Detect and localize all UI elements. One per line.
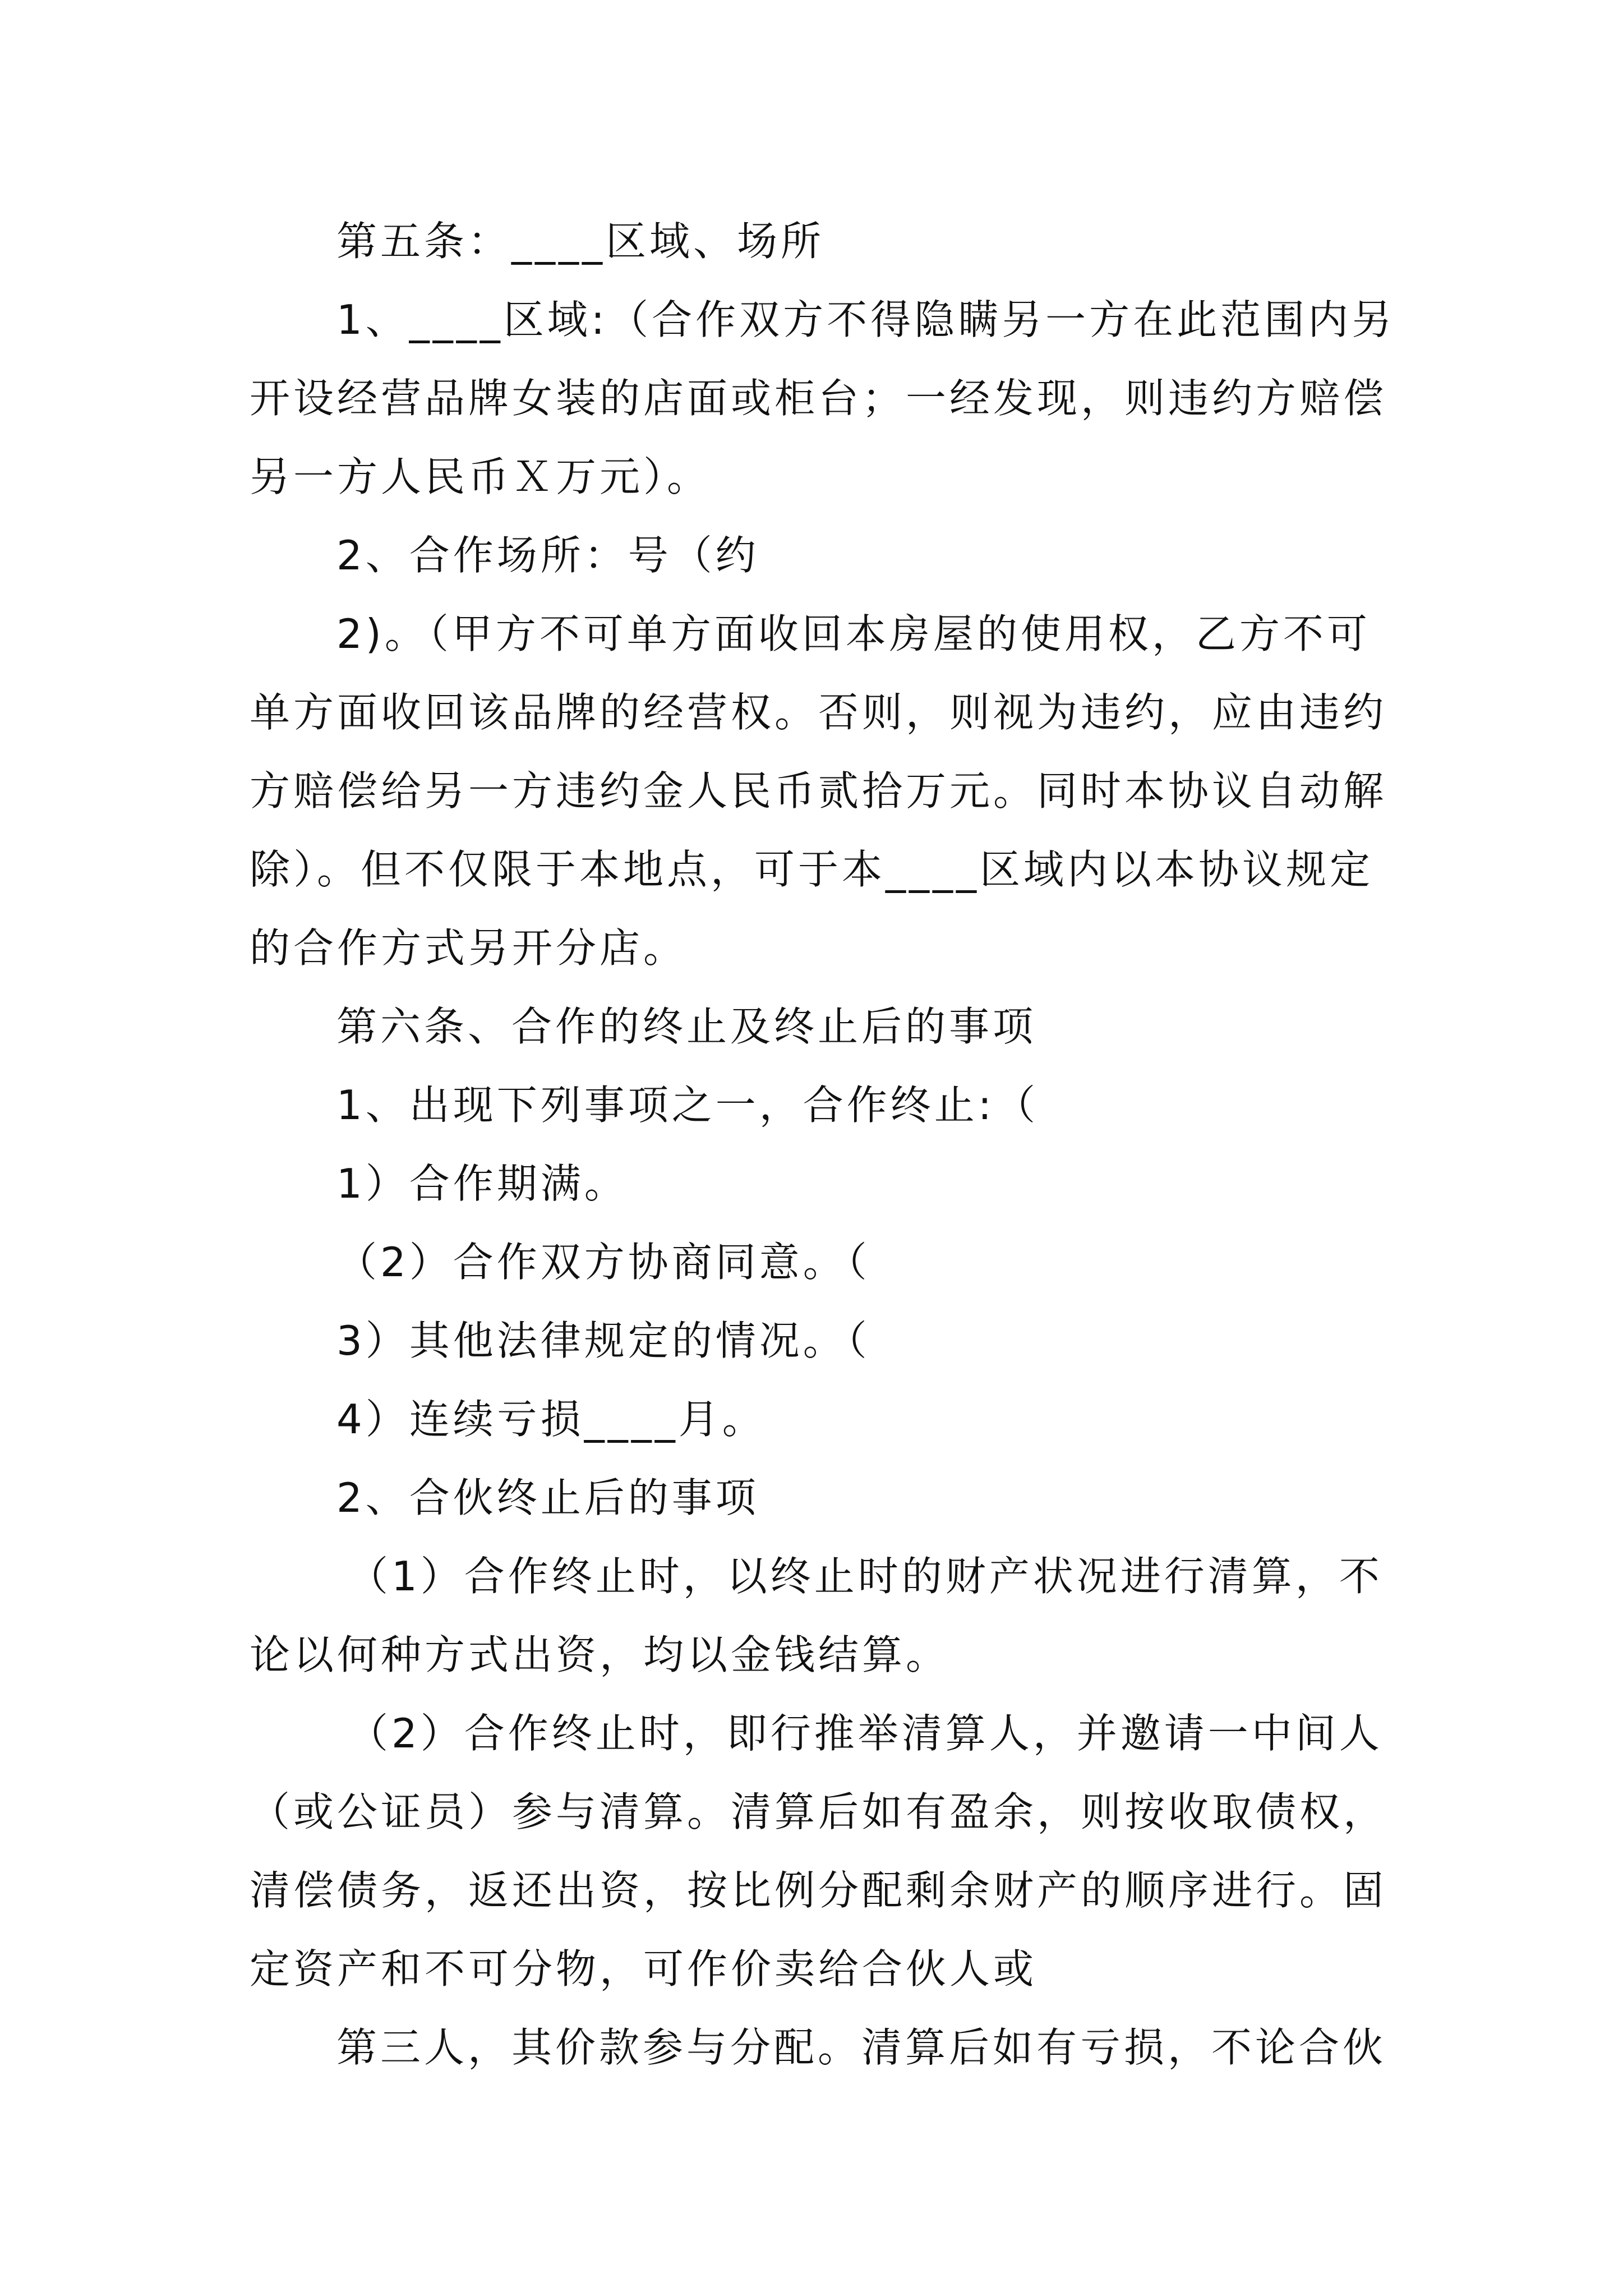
paragraph-line: 除）。但不仅限于本地点，可于本____区域内以本协议规定 bbox=[250, 846, 1374, 893]
paragraph-line: 3）其他法律规定的情况。（ bbox=[336, 1317, 870, 1364]
paragraph-line: 第三人，其价款参与分配。清算后如有亏损，不论合伙 bbox=[336, 2024, 1387, 2071]
paragraph-line: 清偿债务，返还出资，按比例分配剩余财产的顺序进行。固 bbox=[250, 1867, 1387, 1914]
paragraph-line: （1）合作终止时，以终止时的财产状况进行清算，不 bbox=[348, 1553, 1383, 1600]
paragraph-line: 定资产和不可分物，可作价卖给合伙人或 bbox=[250, 1945, 1038, 1993]
paragraph-line: 4）连续亏损____月。 bbox=[336, 1396, 766, 1443]
paragraph-line: （2）合作双方协商同意。（ bbox=[336, 1239, 870, 1286]
paragraph-line: 单方面收回该品牌的经营权。否则，则视为违约，应由违约 bbox=[250, 689, 1387, 736]
paragraph-line: 1）合作期满。 bbox=[336, 1160, 628, 1207]
article-6-heading: 第六条、合作的终止及终止后的事项 bbox=[336, 1003, 1037, 1050]
paragraph-line: 1、出现下列事项之一，合作终止:（ bbox=[336, 1082, 1039, 1129]
paragraph-line: （或公证员）参与清算。清算后如有盈余，则按收取债权， bbox=[250, 1788, 1387, 1835]
paragraph-line: 1、____区域:（合作双方不得隐瞒另一方在此范围内另 bbox=[336, 296, 1396, 343]
paragraph-line: 方赔偿给另一方违约金人民币贰拾万元。同时本协议自动解 bbox=[250, 767, 1387, 815]
article-5-heading: 第五条：____区域、场所 bbox=[336, 218, 825, 265]
paragraph-line: 的合作方式另开分店。 bbox=[250, 924, 688, 972]
paragraph-line: 2、合作场所：号（约 bbox=[336, 532, 759, 579]
paragraph-line: 另一方人民币Ｘ万元）。 bbox=[250, 453, 711, 500]
paragraph-line: 论以何种方式出资，均以金钱结算。 bbox=[250, 1631, 950, 1678]
paragraph-line: 开设经营品牌女装的店面或柜台；一经发现，则违约方赔偿 bbox=[250, 375, 1387, 422]
paragraph-line: 2)。（甲方不可单方面收回本房屋的使用权，乙方不可 bbox=[336, 610, 1371, 657]
section-heading: 2、合伙终止后的事项 bbox=[336, 1474, 759, 1521]
paragraph-line: （2）合作终止时，即行推举清算人，并邀请一中间人 bbox=[348, 1710, 1383, 1757]
